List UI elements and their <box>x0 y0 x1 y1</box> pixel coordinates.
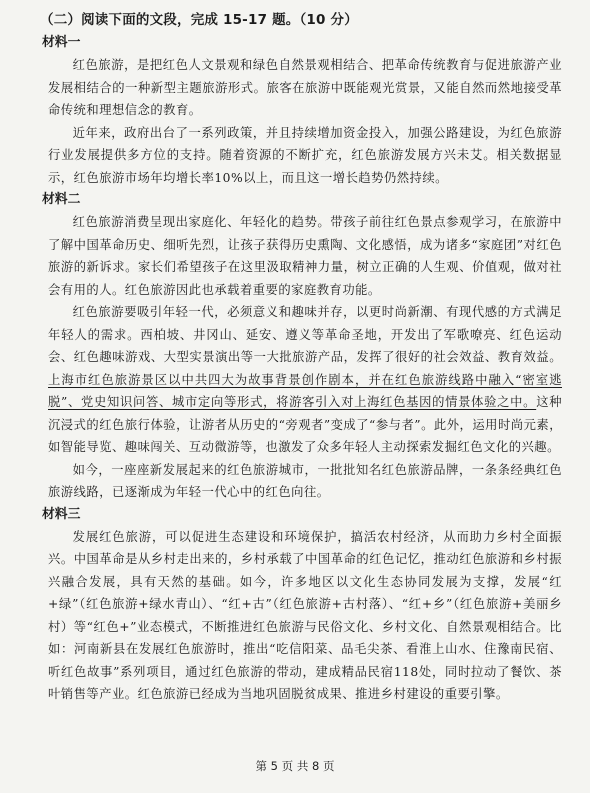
material-1-paragraph-1: 红色旅游，是把红色人文景观和绿色自然景观相结合、把革命传统教育与促进旅游产业发展相结合的一种新型主题旅游形式。旅客在旅游中既能观光赏景，又能自然而然地接受革命传统和理想信念的教育。 <box>48 58 562 117</box>
section-heading: （二）阅读下面的文段，完成 15-17 题。（10 分） <box>40 12 358 28</box>
material-2-paragraph-1: 红色旅游消费呈现出家庭化、年轻化的趋势。带孩子前往红色景点参观学习，在旅游中了解中国革命历史、细听先烈，让孩子获得历史熏陶、文化感悟，成为诸多“家庭团”对红色旅游的新诉求。家长们希望孩子在这里汲取精神力量，树立正确的人生观、价值观，做对社会有用的人。红色旅游因此也承载着重要的家庭教育功能。 <box>48 215 562 297</box>
underlined-passage: 上海市红色旅游景区以中共四大为故事背景创作剧本，并在红色旅游线路中融入“密室逃脱”、党史知识问答、城市定向等形式，将游客引入对上海红色基因的情景体验之中。 <box>48 372 562 409</box>
material-1-label: 材料一 <box>42 35 81 50</box>
material-2-paragraph-2-text-after: 这种沉浸式的红色旅行体验，让游者从历史的“旁观者”变成了“参与者”。此外，运用时尚元素，如智能导览、趣味闯关、互动微游等，也激发了众多年轻人主动探索发掘红色文化的兴趣。 <box>48 395 562 454</box>
page-number: 第 5 页 共 8 页 <box>255 759 335 773</box>
material-3-label: 材料三 <box>42 506 81 522</box>
material-2-paragraph-2-text-before: 红色旅游要吸引年轻一代，必须意义和趣味并存，以更时尚新潮、有现代感的方式满足年轻人的需求。西柏坡、井冈山、延安、遵义等革命圣地，开发出了军歌嘹亮、红色运动会、红色趣味游戏、大型实景演出等一大批旅游产品，发挥了很好的社会效益、教育效益。 <box>48 305 562 364</box>
material-3-paragraph-1: 发展红色旅游，可以促进生态建设和环境保护，搞活农村经济，从而助力乡村全面振兴。中国革命是从乡村走出来的，乡村承载了中国革命的红色记忆，推动红色旅游和乡村振兴融合发展，具有天然的基础。如今，许多地区以文化生态协同发展为支撑，发展“红+绿”（红色旅游+绿水青山）、“红+古”（红色旅游+古村落）、“红+乡”（红色旅游+美丽乡村）等“红色+”业态模式，不断推进红色旅游与民俗文化、乡村文化、自然景观相结合。比如：河南新县在发展红色旅游时，推出“吃信阳菜、品毛尖茶、看淮上山水、住豫南民宿、听红色故事”系列项目，通过红色旅游的带动，建成精品民宿118处，同时拉动了餐饮、茶叶销售等产业。红色旅游已经成为当地巩固脱贫成果、推进乡村建设的重要引擎。 <box>48 529 562 701</box>
material-2-paragraph-2 <box>48 301 562 459</box>
material-2-label: 材料二 <box>42 192 81 207</box>
material-2-paragraph-3: 如今，一座座新发展起来的红色旅游城市，一批批知名红色旅游品牌，一条条经典红色旅游线路，已逐渐成为年轻一代心中的红色向往。 <box>48 462 562 499</box>
material-1-paragraph-2: 近年来，政府出台了一系列政策，并且持续增加资金投入，加强公路建设，为红色旅游行业发展提供多方位的支持。随着资源的不断扩充，红色旅游发展方兴未艾。相关数据显示，红色旅游市场年均增长率10%以上，而且这一增长趋势仍然持续。 <box>48 125 562 185</box>
